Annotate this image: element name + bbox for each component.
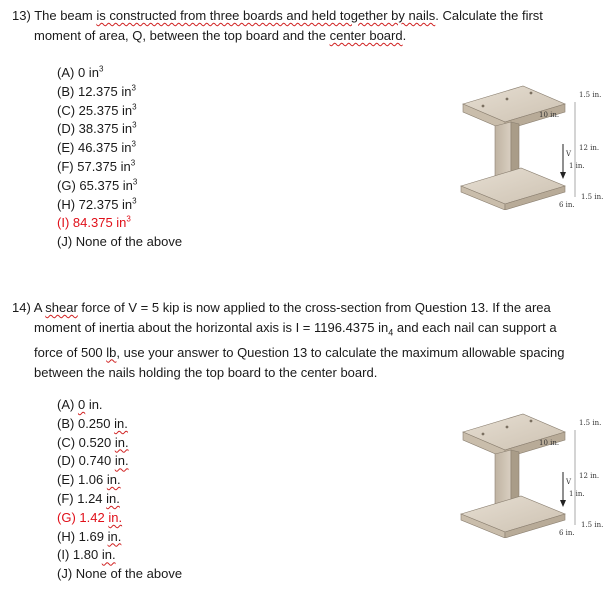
q13-option-g xyxy=(57,177,182,196)
option-letter: (G) xyxy=(57,509,76,525)
option-value: 65.375 in xyxy=(79,177,133,193)
q14-option-a xyxy=(57,396,182,415)
option-letter: (D) xyxy=(57,121,76,137)
option-letter: (J) xyxy=(57,566,73,582)
nail-icon xyxy=(506,98,509,101)
q14-option-h xyxy=(57,528,182,547)
q14-option-i xyxy=(57,546,182,565)
dim-width: 6 in. xyxy=(559,529,575,537)
option-value: 38.375 in xyxy=(78,121,133,137)
q14-line1: 14) A shear force of V = 5 kip is now applied to the cross-section from Question 13. If the area xyxy=(12,300,551,315)
option-value: 1.06 xyxy=(77,472,107,488)
shear-label: V xyxy=(566,478,572,486)
q14-line2: moment of inertia about the horizontal axis is I = 1196.4375 $in_4$ and each nail can support a xyxy=(34,320,557,338)
dim-bottom: 1.5 in. xyxy=(581,193,603,201)
shear-label: V xyxy=(566,150,572,158)
option-value: 1.24 xyxy=(77,490,107,506)
option-letter: (E) xyxy=(57,472,75,488)
q13-stem xyxy=(12,6,543,46)
option-value: 0.740 xyxy=(78,453,115,469)
q14-line3: force of 500 lb, use your answer to Question 13 to calculate the maximum allowable spacing xyxy=(34,344,565,360)
option-value: 57.375 in xyxy=(77,158,131,174)
q13-option-h xyxy=(57,196,182,215)
option-exponent: 3 xyxy=(131,83,136,93)
q14-option-b xyxy=(57,415,182,434)
dim-spacing: 10 in. xyxy=(539,439,560,447)
option-value: 1.69 xyxy=(78,528,108,544)
option-letter: (I) xyxy=(57,215,70,231)
q13-option-j xyxy=(57,233,182,252)
option-value: 1.80 xyxy=(72,547,102,563)
option-exponent: 3 xyxy=(126,215,131,225)
option-value: 0 xyxy=(77,397,86,412)
nail-icon xyxy=(506,426,509,429)
option-letter: (A) xyxy=(57,65,75,80)
dim-bottom: 1.5 in. xyxy=(581,521,603,529)
q13-option-a xyxy=(57,64,182,83)
dim-top: 1.5 in. xyxy=(579,91,602,99)
option-letter: (C) xyxy=(57,434,76,450)
dim-web-thickness: 1 in. xyxy=(569,490,585,498)
option-value: 46.375 in xyxy=(77,140,132,156)
option-letter: (A) xyxy=(57,397,75,412)
q14-option-f xyxy=(57,490,182,509)
i-beam-diagram xyxy=(455,82,603,210)
q13-line2: moment of area, Q, between the top board and the center board. xyxy=(34,28,407,43)
option-value: 0.520 xyxy=(78,434,115,450)
option-value: 84.375 in xyxy=(72,215,127,231)
option-value: 72.375 in xyxy=(78,196,133,212)
q13-beam-figure xyxy=(455,82,603,210)
q14-option-d xyxy=(57,452,182,471)
q14-line4: between the nails holding the top board to the center board. xyxy=(34,364,378,380)
q13-line1: 13) The beam is constructed from three boards and held together by nails. Calculate the first xyxy=(12,8,543,23)
option-exponent: 3 xyxy=(132,121,137,131)
dim-width: 6 in. xyxy=(559,201,575,209)
option-letter: (B) xyxy=(57,83,75,99)
nail-icon xyxy=(482,433,485,436)
i-beam-diagram xyxy=(455,410,603,538)
option-letter: (D) xyxy=(57,453,76,469)
option-unit: in. xyxy=(108,509,123,525)
option-unit: in. xyxy=(106,490,120,506)
option-letter: (C) xyxy=(57,102,76,118)
q13-option-f xyxy=(57,158,182,177)
dim-top: 1.5 in. xyxy=(579,419,602,427)
option-value: 1.42 xyxy=(79,509,109,525)
nail-icon xyxy=(482,105,485,108)
option-unit: in. xyxy=(114,434,129,450)
option-letter: (E) xyxy=(57,140,75,156)
option-value: 0 in xyxy=(77,65,99,80)
option-letter: (B) xyxy=(57,415,75,431)
q14-option-g xyxy=(57,509,182,528)
q13-option-c xyxy=(57,102,182,121)
dim-web: 12 in. xyxy=(579,472,600,480)
q14-beam-figure xyxy=(455,410,603,538)
option-letter: (G) xyxy=(57,177,76,193)
option-value: None of the above xyxy=(75,566,183,582)
q13-option-b xyxy=(57,83,182,102)
option-unit: in. xyxy=(107,528,122,544)
option-value: 25.375 in xyxy=(78,102,133,118)
q13-option-i xyxy=(57,214,182,233)
option-value: None of the above xyxy=(75,234,183,250)
q14-option-j xyxy=(57,565,182,584)
option-exponent: 3 xyxy=(132,102,137,112)
option-exponent: 3 xyxy=(130,158,136,168)
option-exponent: 3 xyxy=(98,64,104,74)
option-exponent: 3 xyxy=(132,177,138,187)
dim-spacing: 10 in. xyxy=(539,111,560,119)
nail-icon xyxy=(530,420,533,423)
q14-option-c xyxy=(57,434,182,453)
option-unit: in. xyxy=(106,472,121,488)
option-letter: (F) xyxy=(57,490,74,506)
q13-option-d xyxy=(57,120,182,139)
option-letter: (J) xyxy=(57,234,73,250)
dim-web-thickness: 1 in. xyxy=(569,162,585,170)
nail-icon xyxy=(530,92,533,95)
option-exponent: 3 xyxy=(131,139,136,149)
option-unit: in. xyxy=(101,547,116,563)
q13-option-e xyxy=(57,139,182,158)
q14-options xyxy=(57,396,182,584)
option-exponent: 3 xyxy=(132,196,137,206)
dim-web: 12 in. xyxy=(579,144,600,152)
option-unit: in. xyxy=(114,415,128,431)
option-letter: (H) xyxy=(57,196,76,212)
option-value: 0.250 xyxy=(77,415,115,431)
option-unit: in. xyxy=(85,397,103,412)
option-letter: (H) xyxy=(57,528,76,544)
q14-stem xyxy=(12,298,564,383)
option-letter: (I) xyxy=(57,547,70,563)
q13-options xyxy=(57,64,182,252)
q14-option-e xyxy=(57,471,182,490)
option-unit: in. xyxy=(114,453,129,469)
option-value: 12.375 in xyxy=(77,83,132,99)
option-letter: (F) xyxy=(57,158,74,174)
